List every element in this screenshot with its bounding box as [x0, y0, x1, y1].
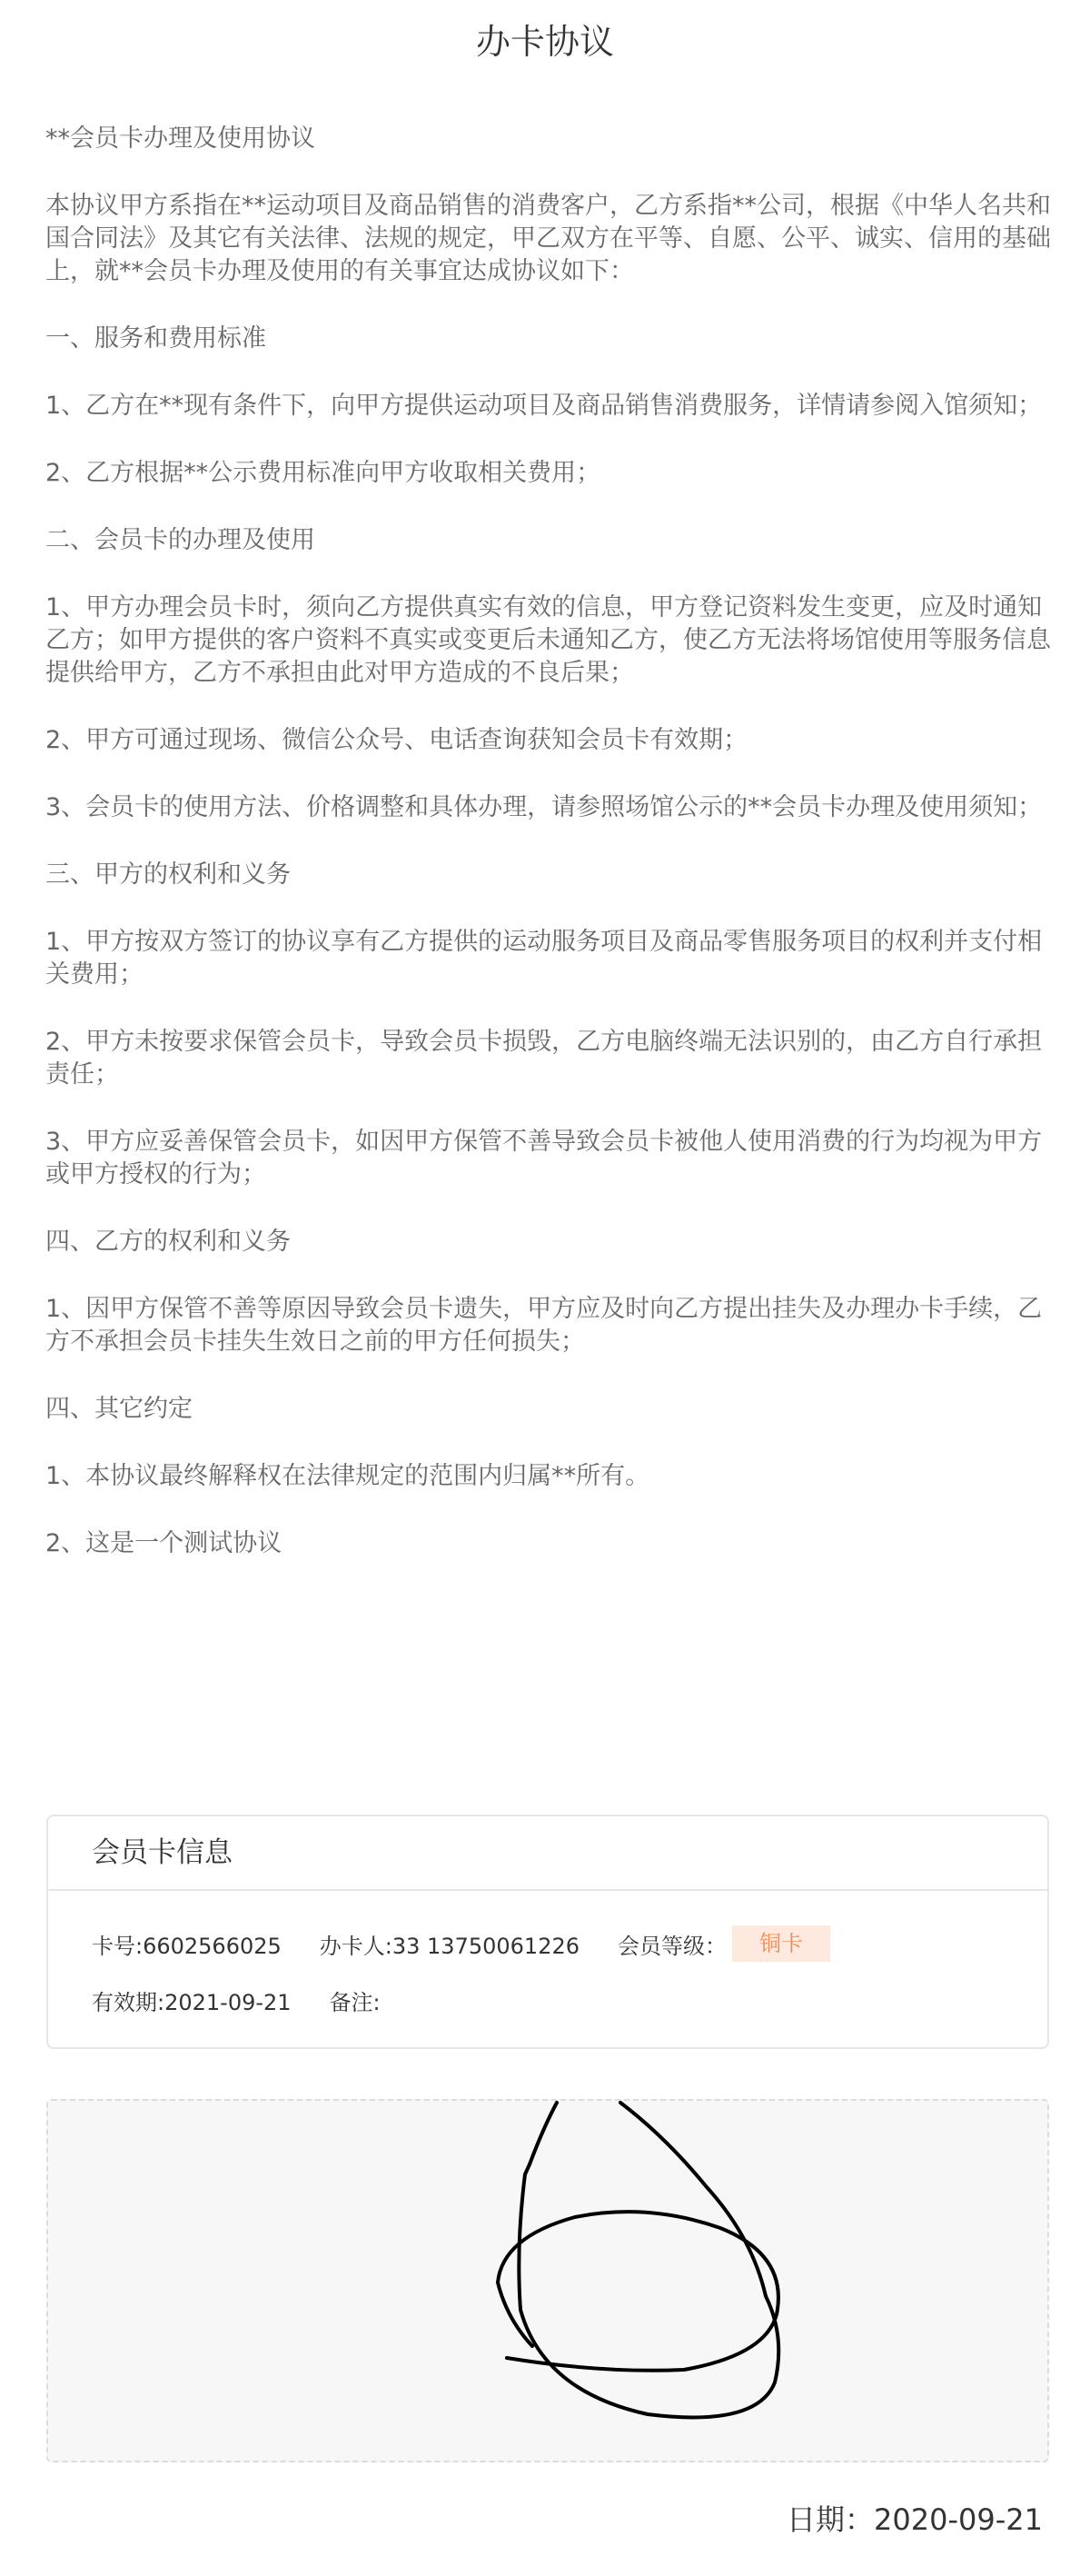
- clause: 2、甲方可通过现场、微信公众号、电话查询获知会员卡有效期；: [45, 726, 748, 754]
- clause: 1、因甲方保管不善等原因导致会员卡遗失，甲方应及时向乙方提出挂失及办理办卡手续，乙方不承担会员卡挂失生效日之前的甲方任何损失；: [45, 1295, 1043, 1356]
- signature-icon: [48, 2101, 1049, 2462]
- clause: 3、甲方应妥善保管会员卡，如因甲方保管不善导致会员卡被他人使用消费的行为均视为甲方或甲方授权的行为；: [45, 1128, 1043, 1189]
- card-number: 卡号:6602566025: [92, 1933, 282, 1959]
- member-level-badge: 铜卡: [732, 1925, 830, 1962]
- clause: 1、本协议最终解释权在法律规定的范围内归属**所有。: [45, 1462, 650, 1490]
- card-remark: 备注:: [329, 1989, 381, 2015]
- agreement-intro: 本协议甲方系指在**运动项目及商品销售的消费客户，乙方系指**公司，根据《中华人名共和国合同法》及其它有关法律、法规的规定，甲乙双方在平等、自愿、公平、诚实、信用的基础上，就**会员卡办理及使用的有关事宜达成协议如下：: [45, 192, 1051, 285]
- section-heading: 一、服务和费用标准: [45, 324, 266, 353]
- signing-date: 日期：2020-09-21: [787, 2502, 1043, 2537]
- clause: 3、会员卡的使用方法、价格调整和具体办理，请参照场馆公示的**会员卡办理及使用须知；: [45, 793, 1043, 821]
- section-heading: 四、乙方的权利和义务: [45, 1228, 291, 1256]
- agreement-heading: **会员卡办理及使用协议: [45, 124, 315, 153]
- clause: 2、乙方根据**公示费用标准向甲方收取相关费用；: [45, 459, 601, 487]
- clause: 2、甲方未按要求保管会员卡，导致会员卡损毁，乙方电脑终端无法识别的，由乙方自行承担责任；: [45, 1028, 1043, 1089]
- section-heading: 二、会员卡的办理及使用: [45, 526, 315, 554]
- card-holder: 办卡人:33 13750061226: [319, 1933, 580, 1959]
- clause: 1、乙方在**现有条件下，向甲方提供运动项目及商品销售消费服务，详情请参阅入馆须知；: [45, 392, 1043, 420]
- card-info-row: [92, 1925, 830, 1962]
- card-info-row: [92, 1982, 381, 2018]
- page-title: 办卡协议: [475, 22, 614, 62]
- member-card-info-title: 会员卡信息: [48, 1816, 1047, 1891]
- card-expiry: 有效期:2021-09-21: [92, 1989, 292, 2015]
- agreement-text: [45, 123, 1054, 1595]
- member-card-info-panel: [46, 1815, 1049, 2049]
- clause: 1、甲方按双方签订的协议享有乙方提供的运动服务项目及商品零售服务项目的权利并支付相关费用；: [45, 928, 1043, 989]
- clause: 2、这是一个测试协议: [45, 1529, 282, 1557]
- member-level-label: 会员等级：: [618, 1933, 727, 1959]
- section-heading: 三、甲方的权利和义务: [45, 860, 291, 889]
- clause: 1、甲方办理会员卡时，须向乙方提供真实有效的信息，甲方登记资料发生变更，应及时通知乙方；如甲方提供的客户资料不真实或变更后未通知乙方，使乙方无法将场馆使用等服务信息提供给甲方，乙方不承担由此对甲方造成的不良后果；: [45, 593, 1051, 687]
- section-heading: 四、其它约定: [45, 1395, 193, 1423]
- signature-pad[interactable]: [46, 2099, 1049, 2462]
